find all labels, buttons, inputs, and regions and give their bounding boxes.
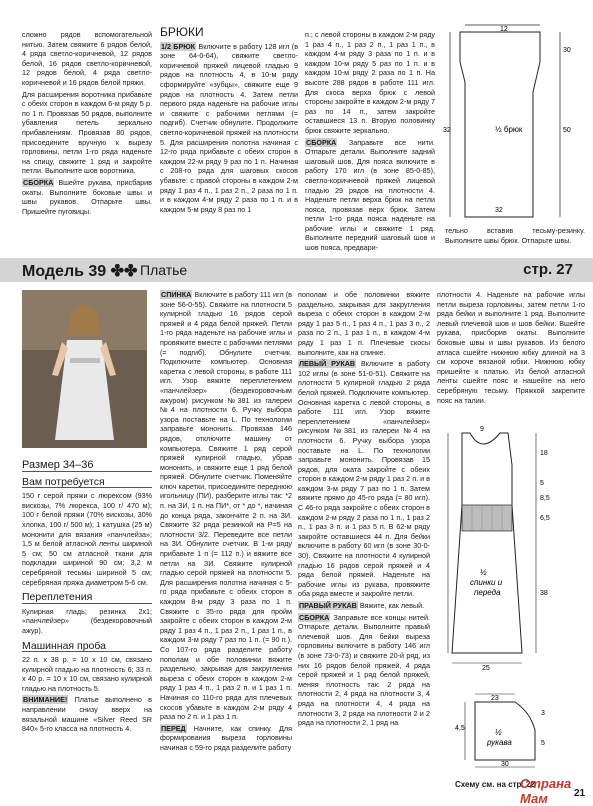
finishing-column: [437, 290, 585, 420]
dim-label: 38: [540, 590, 548, 597]
gauge-text: 22 п. х 38 р. = 10 х 10 см, связано кулирной гладью на плотность 6; 33 п. х 40 р. = 10 х 10 см, связано кулирной гладью на плотность 5.: [22, 655, 152, 693]
paragraph: плотности 4. Наденьте на рабочие иглы петли выреза горловины, затем петли 1-го ряда бейки и выполните 1 ряд. Выполните левый плечевой шов и шов бейки. Вшейте рукава, присборив окаты. Выполните боковые швы и швы рукавов. Из белого атласа сшейте нижнюю юбку длиной на 3 см короче вязаной юбки. Нижнюю юбку пришейте к платью. Из белой атласной ленты сшейте пояс и нашейте на него серебряную тесьму. Пряжкой закрепите пояс на талии.: [437, 290, 585, 405]
dress-schematic: [440, 425, 588, 670]
model-photo: [22, 290, 147, 448]
dim-label: 5: [540, 480, 544, 487]
weaves-heading: Переплетения: [22, 593, 152, 604]
dim-label: 25: [482, 665, 490, 672]
front-text: Начните, как спинку. Для формирования выреза горловины начиная с 59-го ряда разделите работу: [160, 723, 293, 752]
diagram-label: ½: [495, 728, 502, 737]
model-title: [22, 261, 137, 281]
assembly-label: СБОРКА: [23, 177, 54, 187]
model-subtitle: Платье: [140, 262, 188, 278]
diagram-label: спинки и: [470, 578, 503, 587]
paragraph: п.; с левой стороны в каждом 2-м ряду 1 раз 4 п., 1 раз 2 п., 1 раз 1 п., в каждом 4-м ряду 3 раза по 1 п. и в каждом 10-м ряду 5 раз по 1 п. и в каждом 10-м ряду 2 раза по 1 п. На высоте 288 рядов в работе 111 игл. Для скоса верха брюк с левой стороны закройте в каждом 2-м ряду 7 раз по 14 п., затем закройте оставшиеся 13 п. Вторую половинку брюк свяжите зеркально.: [305, 30, 435, 135]
paragraph: [298, 601, 430, 611]
weaves-text: Кулирная гладь; резинка 2х1; «панчлейзер» (бездекоровочный ажур).: [22, 606, 152, 635]
size-heading: Размер 34–36: [22, 461, 152, 472]
dim-label: 3: [541, 710, 545, 717]
dim-label: 32: [443, 127, 451, 134]
left-sleeve-text: Включите в работу 102 иглы (в зоне 51-0-51). Свяжите на плотности 5 кулирной гладью 2 ряда белой пряжей. Подключите компьютер. Основная каретка с левой стороны, в работе 111 игл. Узор вяжите переплетением «панчлейзер» рисунком №381 из галереи №4 на плотности 6. Ручку выбора узора поставьте на L. По технологии заправьте мононить. Провязав 15 рядов, для оката закройте с обеих сторон в каждом 2-м ряду 1 раз 2 п. и в каждом 3-м ряду 7 раз по 1 п. Затем вяжите прямо до 45-го ряда (= 80 игл). С 46-го ряда закройте с обеих сторон в каждом 2-м ряду 2 раза по 1 п., 1 раз 2 п., 1 раз 3 п. и 1 раз 5 п. В 62-м ряду закройте оставшиеся 44 п. Для бейки включите в работу 60 игл (в зоне 30-0-30). Свяжите на плотности 4 кулирной гладью 16 рядов серой пряжей и 4 ряда белой пряжей. Наденьте на рабочие иглы из рукава, провяжите оба ряда вместе и закройте петли.: [298, 359, 430, 599]
assembly-label: СБОРКА: [299, 612, 330, 622]
paragraph: сложно рядов вспомогательной нитью. Затем свяжите 6 рядов белой, 4 ряда светло-коричневой, 12 рядов белой, 16 рядов светло-коричневой, 12 рядов белой, 4 ряда светло-коричневой и 16 рядов белой пряжи.: [22, 30, 152, 87]
paragraph: [305, 138, 435, 253]
assembly-text: Заправьте все нити. Отпарьте детали. Выполните задний шаговый шов. Для пояса включите в работу 170 игл (в зоне 85-0-85), светло-коричневой пряжей лицевой гладью 29 рядов на плотности 4. Наденьте петли верха брюк на петли пояса, провязав верх брюк. Затем петли 1-го ряда пояса наденьте на рабочие иглы и свяжите 1 ряд. Выполните передний шаговый шов и шов пояса, предвари-: [305, 137, 436, 253]
top-column-3: [305, 30, 435, 252]
dim-label: 8,5: [540, 495, 550, 502]
back-column: [160, 290, 292, 778]
diagram-label: ½: [480, 568, 487, 577]
right-sleeve-label: ПРАВЫЙ РУКАВ: [299, 601, 357, 610]
back-text: Включите в работу 111 игл (в зоне 56-0-55). Свяжите на плотности 5 кулирной гладью 16 рядов серой пряжей и 4 ряда белой пряжей. Петли 1-го ряда наденьте на рабочие иглы и провяжите вместе с рабочими петлями (= подгиб). Обнулите счетчик. Подключите компьютер. Основная каретка с левой стороны, в работе 111 игл. Узор вяжите переплетением «панчлейзер» (бездекоровочным ажуром) рисунком №381 из галереи №4 на плотности 6. Ручку выбора узора поставьте на L. По технологии заправьте мононить. Провязав 146 рядов, отключите машину от компьютера. Свяжите 1 ряд серой пряжей кулирной гладью, убрав мононить, и свяжите еще 1 ряд белой пряжей. Обнулите счетчик. Поменяйте ключ каретки, присоедините переднюю игольницу (ПИ), разберите иглы так: *2 п. на ЗИ, 1 п. на ПИ*, от * до *, начиная до конца ряда, закончите 2 п. на ЗИ. Свяжите 32 ряда резинкой на Р=5 на плотности 3/2. Переведите все петли на ЗИ. Обнулите счетчик. В 1-м ряду прибавьте 1 п (= 112 п.) и вяжите все петли на ЗИ. Свяжите кулирной гладью серой пряжей на плотности 5. Для расширения полотна начиная с 5-го ряда прибавьте с обеих сторон в каждом 8-м ряду 3 раза по 1 п. Свяжите с 35-го ряда для пройм закройте с обеих сторон в каждом 2-м ряду 1 раз 4 п., 1 раз 2 п., 1 раз 1 п., в каждом 3-м ряду 7 раз по 1 п. (= 90 п.). Со 107-го ряда разделите работу пополам и обе половинки вяжите раздельно, закрывая для закругления выреза с обеих сторон в каждом 2-м ряду 1 раз 4 п., 1 раз 2 п. и 1 раз 1 п. Начиная со 110-го ряда для плечевых скосов убавьте в каждом 2-м ряду 4 раза по 2 п. и 1 раз 1 п.: [160, 290, 292, 722]
front-label: ПЕРЕД: [161, 723, 186, 733]
materials-heading: Вам потребуется: [22, 478, 152, 489]
note-label: ВНИМАНИЕ!: [23, 695, 68, 705]
sleeve-column: [298, 290, 430, 778]
dim-label: 50: [563, 127, 571, 134]
pants-schematic: [445, 22, 585, 222]
dim-label: 5: [541, 740, 545, 747]
page-reference: стр. 27: [523, 261, 573, 278]
top-column-4: [445, 226, 585, 254]
materials-text: 150 г серой пряжи с люрексом (93% вискозы, 7% люрекса, 100 г/ 470 м); 100 г белой пряжи (70% вискозы, 30% хлопка, 100 г/ 500 м); 1 катушка (25 м) мононити для вязания «панчлейза»; 1,5 м белой атласной ленты шириной 5 см; 50 см атласной ткани для подкладки шириной 90 см; 3,2 м серебряной тесьмы шириной 5 см; серебряная пряжа диаметром 5-6 см.: [22, 491, 152, 587]
paragraph: [298, 613, 430, 728]
back-label: СПИНКА: [161, 290, 192, 299]
dim-label: 4,5: [455, 725, 465, 732]
dim-label: 30: [501, 761, 509, 768]
gauge-heading: Машинная проба: [22, 642, 152, 653]
pants-label: 1/2 БРЮК: [161, 41, 196, 51]
assembly-text: Заправьте все концы нитей. Отпарьте детали. Выполните правый плечевой шов. Для бейки выреза горловины включите в работу 146 игл (в зоне 73-0-73) и свяжите 20-й ряд, из них 16 рядов белой пряжей, 4 ряда серой пряжей и 1 ряд белой пряжей, меняя плотность так: 2 ряда на плотности 2, 4 ряда на плотности 3, 4 ряда на плотности 4, 4 ряда на плотности 3, 2 ряда на плотности 2 и 2 ряда на плотности 2, 1 ряд на: [298, 612, 430, 728]
note-paragraph: [22, 695, 152, 733]
paragraph: [160, 42, 298, 215]
dim-label: 12: [500, 26, 508, 33]
pants-text: Включите в работу 128 игл (в зоне 64-0-64), свяжите светло-коричневой пряжей лицевой гладью 9 рядов на плотность 4, в 10-м ряду сформируйте «зубцы», свяжите еще 9 рядов на плотность 4. Затем петли первого ряда наденьте на рабочие иглы и свяжите с рабочими петлями (= подгиб). Счетчик обнулите. Продолжите светло-коричневой пряжей на плотности 5. Для расширения полотна начиная с 12-го ряда прибавьте с обеих сторон в каждом 22-м ряду 9 раз по 1 п. Начиная с 208-го ряда для шаговых скосов убавьте: с правой стороны в каждом 2-м ряду 1 раз 4 п., 1 раз 2 п., 2 раза по 1 п. и в каждом 4-м ряду 2 раза по 1 п. и в каждом 5-м ряду 8 раз по 1: [160, 41, 299, 214]
left-sleeve-label: ЛЕВЫЙ РУКАВ: [299, 359, 356, 369]
scheme-reference: Схему см. на стр. 22: [455, 780, 535, 789]
diagram-label: переда: [474, 588, 501, 597]
pants-label: ½ брюк: [495, 125, 523, 134]
paragraph: [160, 724, 292, 753]
model-banner: [0, 258, 593, 282]
top-column-1: [22, 30, 152, 252]
model-title-text: Модель 39: [22, 263, 107, 280]
dim-label: 23: [491, 695, 499, 702]
dim-label: 9: [480, 426, 484, 433]
paragraph: [22, 178, 152, 216]
paragraph: [160, 290, 292, 722]
note-text: Платье выполнено в направлении снизу вверх на вязальной машине «Silver Reed SR 840» 5-го класса на плотность 4.: [22, 695, 153, 734]
assembly-label: СБОРКА: [306, 137, 337, 147]
assembly-text: Вшейте рукава, присбарив окаты. Выполните боковые швы и швы рукавов. Отпарьте швы. Пришейте пуговицы.: [22, 177, 152, 216]
section-heading-pants: БРЮКИ: [160, 25, 204, 39]
materials-column: [22, 455, 152, 775]
dim-label: 30: [563, 47, 571, 54]
paragraph: Для расширения воротника прибавьте с обеих сторон в каждом 6-м ряду 5 р. по 1 п. Провязав 50 рядов, выполните убавления петель зеркально прибавлениям. Провязав 80 рядов, присоедините вручную к вырезу горловины, петли 1-го ряда наденьте на спицу, свяжите 1 ряд и закройте петли. Выполните шов воротника.: [22, 89, 152, 176]
sleeve-schematic: [455, 690, 585, 770]
dim-label: 32: [495, 207, 503, 214]
dim-label: 18: [540, 450, 548, 457]
right-sleeve-text: Вяжите, как левый.: [359, 601, 425, 610]
site-watermark: Страна Мам: [520, 776, 572, 806]
paragraph: пополам и обе половинки вяжите раздельно, закрывая для закругления выреза с обеих сторон в каждом 2-м ряду 1 раз 5 п., 1 раз 4 п., 1 раз 3 п., 2 раза по 2 п., 1 раз 1 п., в каждом 4-м ряду 1 раз 1 п. Плечевые скосы выполните, как на спинке.: [298, 290, 430, 357]
page-number: 21: [574, 788, 586, 799]
paragraph: тельно вставив тесьму-резинку. Выполните швы брюк. Отпарьте швы.: [445, 226, 585, 245]
dim-label: 6,5: [540, 515, 550, 522]
stars-icon: ✤✤: [110, 263, 138, 280]
diagram-label: рукава: [487, 738, 512, 747]
top-column-2: [160, 25, 299, 252]
paragraph: [298, 359, 430, 599]
